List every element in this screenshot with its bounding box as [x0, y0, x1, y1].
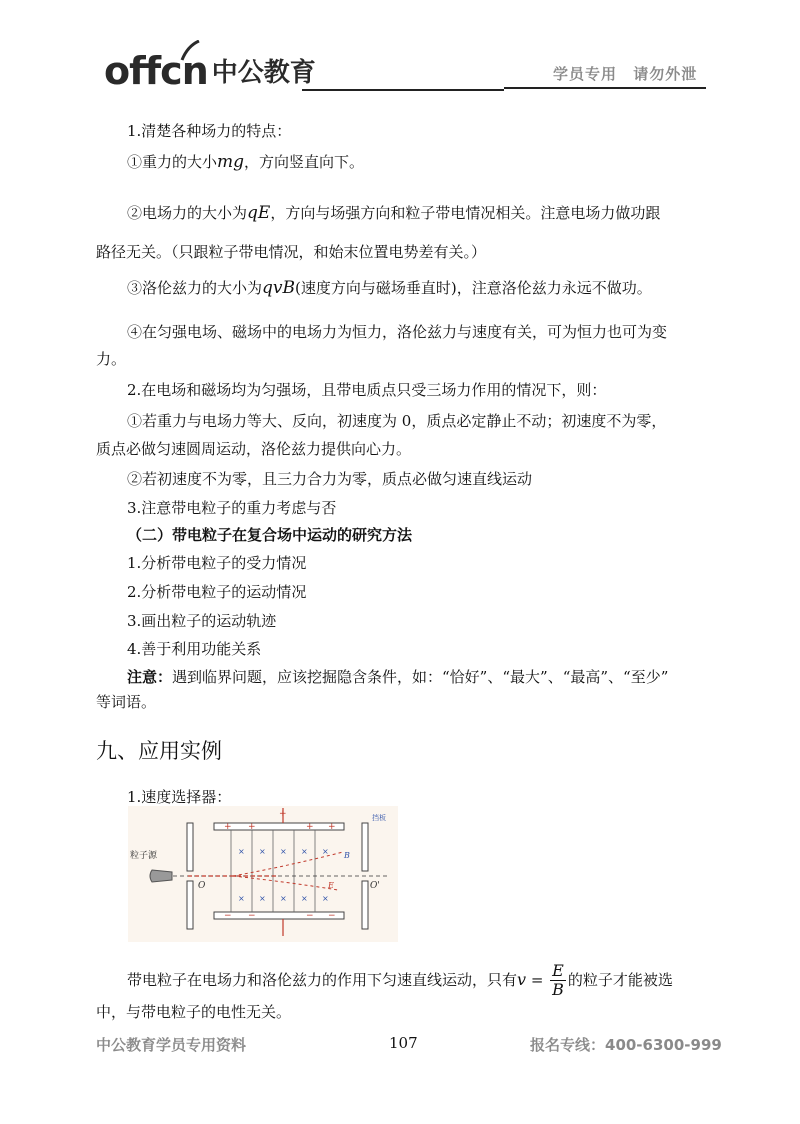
logo-swoosh-icon: [180, 40, 200, 62]
svg-text:+: +: [328, 822, 336, 832]
para-13: 3.画出粒子的运动轨迹: [127, 612, 277, 630]
logo-wordmark: offcn: [104, 49, 208, 93]
baffle-label: 挡板: [372, 814, 386, 822]
para-15-line-2: 等词语。: [96, 693, 157, 711]
para-16: 1.速度选择器：: [127, 788, 232, 806]
fraction-numerator: E: [552, 960, 564, 980]
footer-hotline: 报名专线：400-6300-999: [530, 1036, 722, 1054]
e-label: E: [328, 881, 334, 890]
o-left-label: O: [198, 881, 206, 891]
velocity-selector-diagram: [128, 806, 398, 942]
formula-e-over-b: [550, 962, 566, 999]
para-4-text-b: (速度方向与磁场垂直时)，注意洛伦兹力永远不做功。: [295, 279, 652, 297]
section-heading: （二）带电粒子在复合场中运动的研究方法: [127, 526, 413, 544]
svg-text:×: ×: [301, 894, 308, 903]
para-3-line-1: [127, 203, 660, 223]
para-15-line-1: [127, 667, 668, 687]
para-8: ②若初速度不为零，且三力合力为零，质点必做匀速直线运动: [127, 470, 533, 488]
chapter-heading: 九、应用实例: [96, 739, 222, 763]
para-1: 1.清楚各种场力的特点：: [127, 122, 292, 140]
header-rule-left: [302, 89, 504, 91]
para-2: [127, 152, 364, 172]
logo-chinese: 中公教育: [211, 58, 316, 88]
svg-text:×: ×: [259, 847, 266, 856]
svg-text:×: ×: [280, 847, 287, 856]
svg-text:+: +: [224, 822, 232, 832]
para-17-text-a: 带电粒子在电场力和洛伦兹力的作用下匀速直线运动，只有: [127, 971, 518, 989]
svg-text:−: −: [306, 911, 314, 921]
note-text: 遇到临界问题，应该挖掘隐含条件，如：“恰好”、“最大”、“最高”、“至少”: [172, 668, 669, 686]
svg-text:×: ×: [280, 894, 287, 903]
para-3-line-2: 路径无关。（只跟粒子带电情况，和始末位置电势差有关。）: [96, 243, 487, 261]
svg-text:−: −: [248, 911, 256, 921]
footer-left: 中公教育学员专用资料: [96, 1036, 247, 1054]
svg-text:×: ×: [238, 894, 245, 903]
right-baffle-top: [362, 823, 368, 871]
para-12: 2.分析带电粒子的运动情况: [127, 583, 307, 601]
formula-qe: qE: [247, 203, 271, 223]
svg-text:×: ×: [322, 847, 329, 856]
svg-text:×: ×: [301, 847, 308, 856]
top-plate: [214, 823, 344, 830]
left-slit-top: [187, 823, 193, 871]
para-17-line-2: 中，与带电粒子的电性无关。: [96, 1003, 292, 1021]
page-number: 107: [389, 1034, 418, 1052]
para-3-text-b: ，方向与场强方向和粒子带电情况相关。注意电场力做功跟: [270, 204, 661, 222]
svg-text:−: −: [328, 911, 336, 921]
formula-qvb: qvB: [262, 278, 295, 298]
b-label: B: [344, 851, 350, 860]
para-2-text-b: ，方向竖直向下。: [244, 153, 365, 171]
para-5-line-2: 力。: [96, 350, 127, 368]
svg-text:×: ×: [322, 894, 329, 903]
right-baffle-bottom: [362, 881, 368, 929]
para-7-line-2: 质点必做匀速圆周运动，洛伦兹力提供向心力。: [96, 440, 412, 458]
source-label: 粒子源: [130, 851, 158, 861]
left-slit-bottom: [187, 881, 193, 929]
formula-equals: =: [526, 971, 549, 989]
particle-source-icon: [150, 870, 172, 882]
note-label: 注意：: [127, 668, 173, 686]
svg-text:×: ×: [238, 847, 245, 856]
o-right-label: O': [370, 881, 380, 891]
para-4-text-a: ③洛伦兹力的大小为: [127, 279, 263, 297]
svg-text:×: ×: [259, 894, 266, 903]
para-7-line-1: ①若重力与电场力等大、反向，初速度为 0，质点必定静止不动；初速度不为零，: [127, 412, 667, 430]
svg-text:+: +: [279, 809, 287, 819]
svg-text:+: +: [306, 822, 314, 832]
svg-text:−: −: [224, 911, 232, 921]
formula-mg: mg: [217, 152, 245, 172]
para-17-line-1: [127, 960, 673, 1000]
header-rule-right: [504, 87, 706, 89]
offcn-logo: [104, 49, 316, 93]
para-4: [127, 278, 652, 298]
para-3-text-a: ②电场力的大小为: [127, 204, 248, 222]
fraction-denominator: B: [552, 979, 564, 999]
bottom-plate: [214, 912, 344, 919]
para-2-text-a: ①重力的大小: [127, 153, 218, 171]
para-6: 2.在电场和磁场均为匀强场，且带电质点只受三场力作用的情况下，则：: [127, 381, 607, 399]
para-5-line-1: ④在匀强电场、磁场中的电场力为恒力，洛伦兹力与速度有关，可为恒力也可为变: [127, 323, 668, 341]
para-17-text-b: 的粒子才能被选: [567, 971, 673, 989]
para-11: 1.分析带电粒子的受力情况: [127, 554, 307, 572]
svg-text:+: +: [248, 822, 256, 832]
formula-v: v: [517, 970, 527, 989]
para-9: 3.注意带电粒子的重力考虑与否: [127, 499, 337, 517]
header-notice: 学员专用 请勿外泄: [553, 65, 698, 83]
para-14: 4.善于利用功能关系: [127, 640, 262, 658]
